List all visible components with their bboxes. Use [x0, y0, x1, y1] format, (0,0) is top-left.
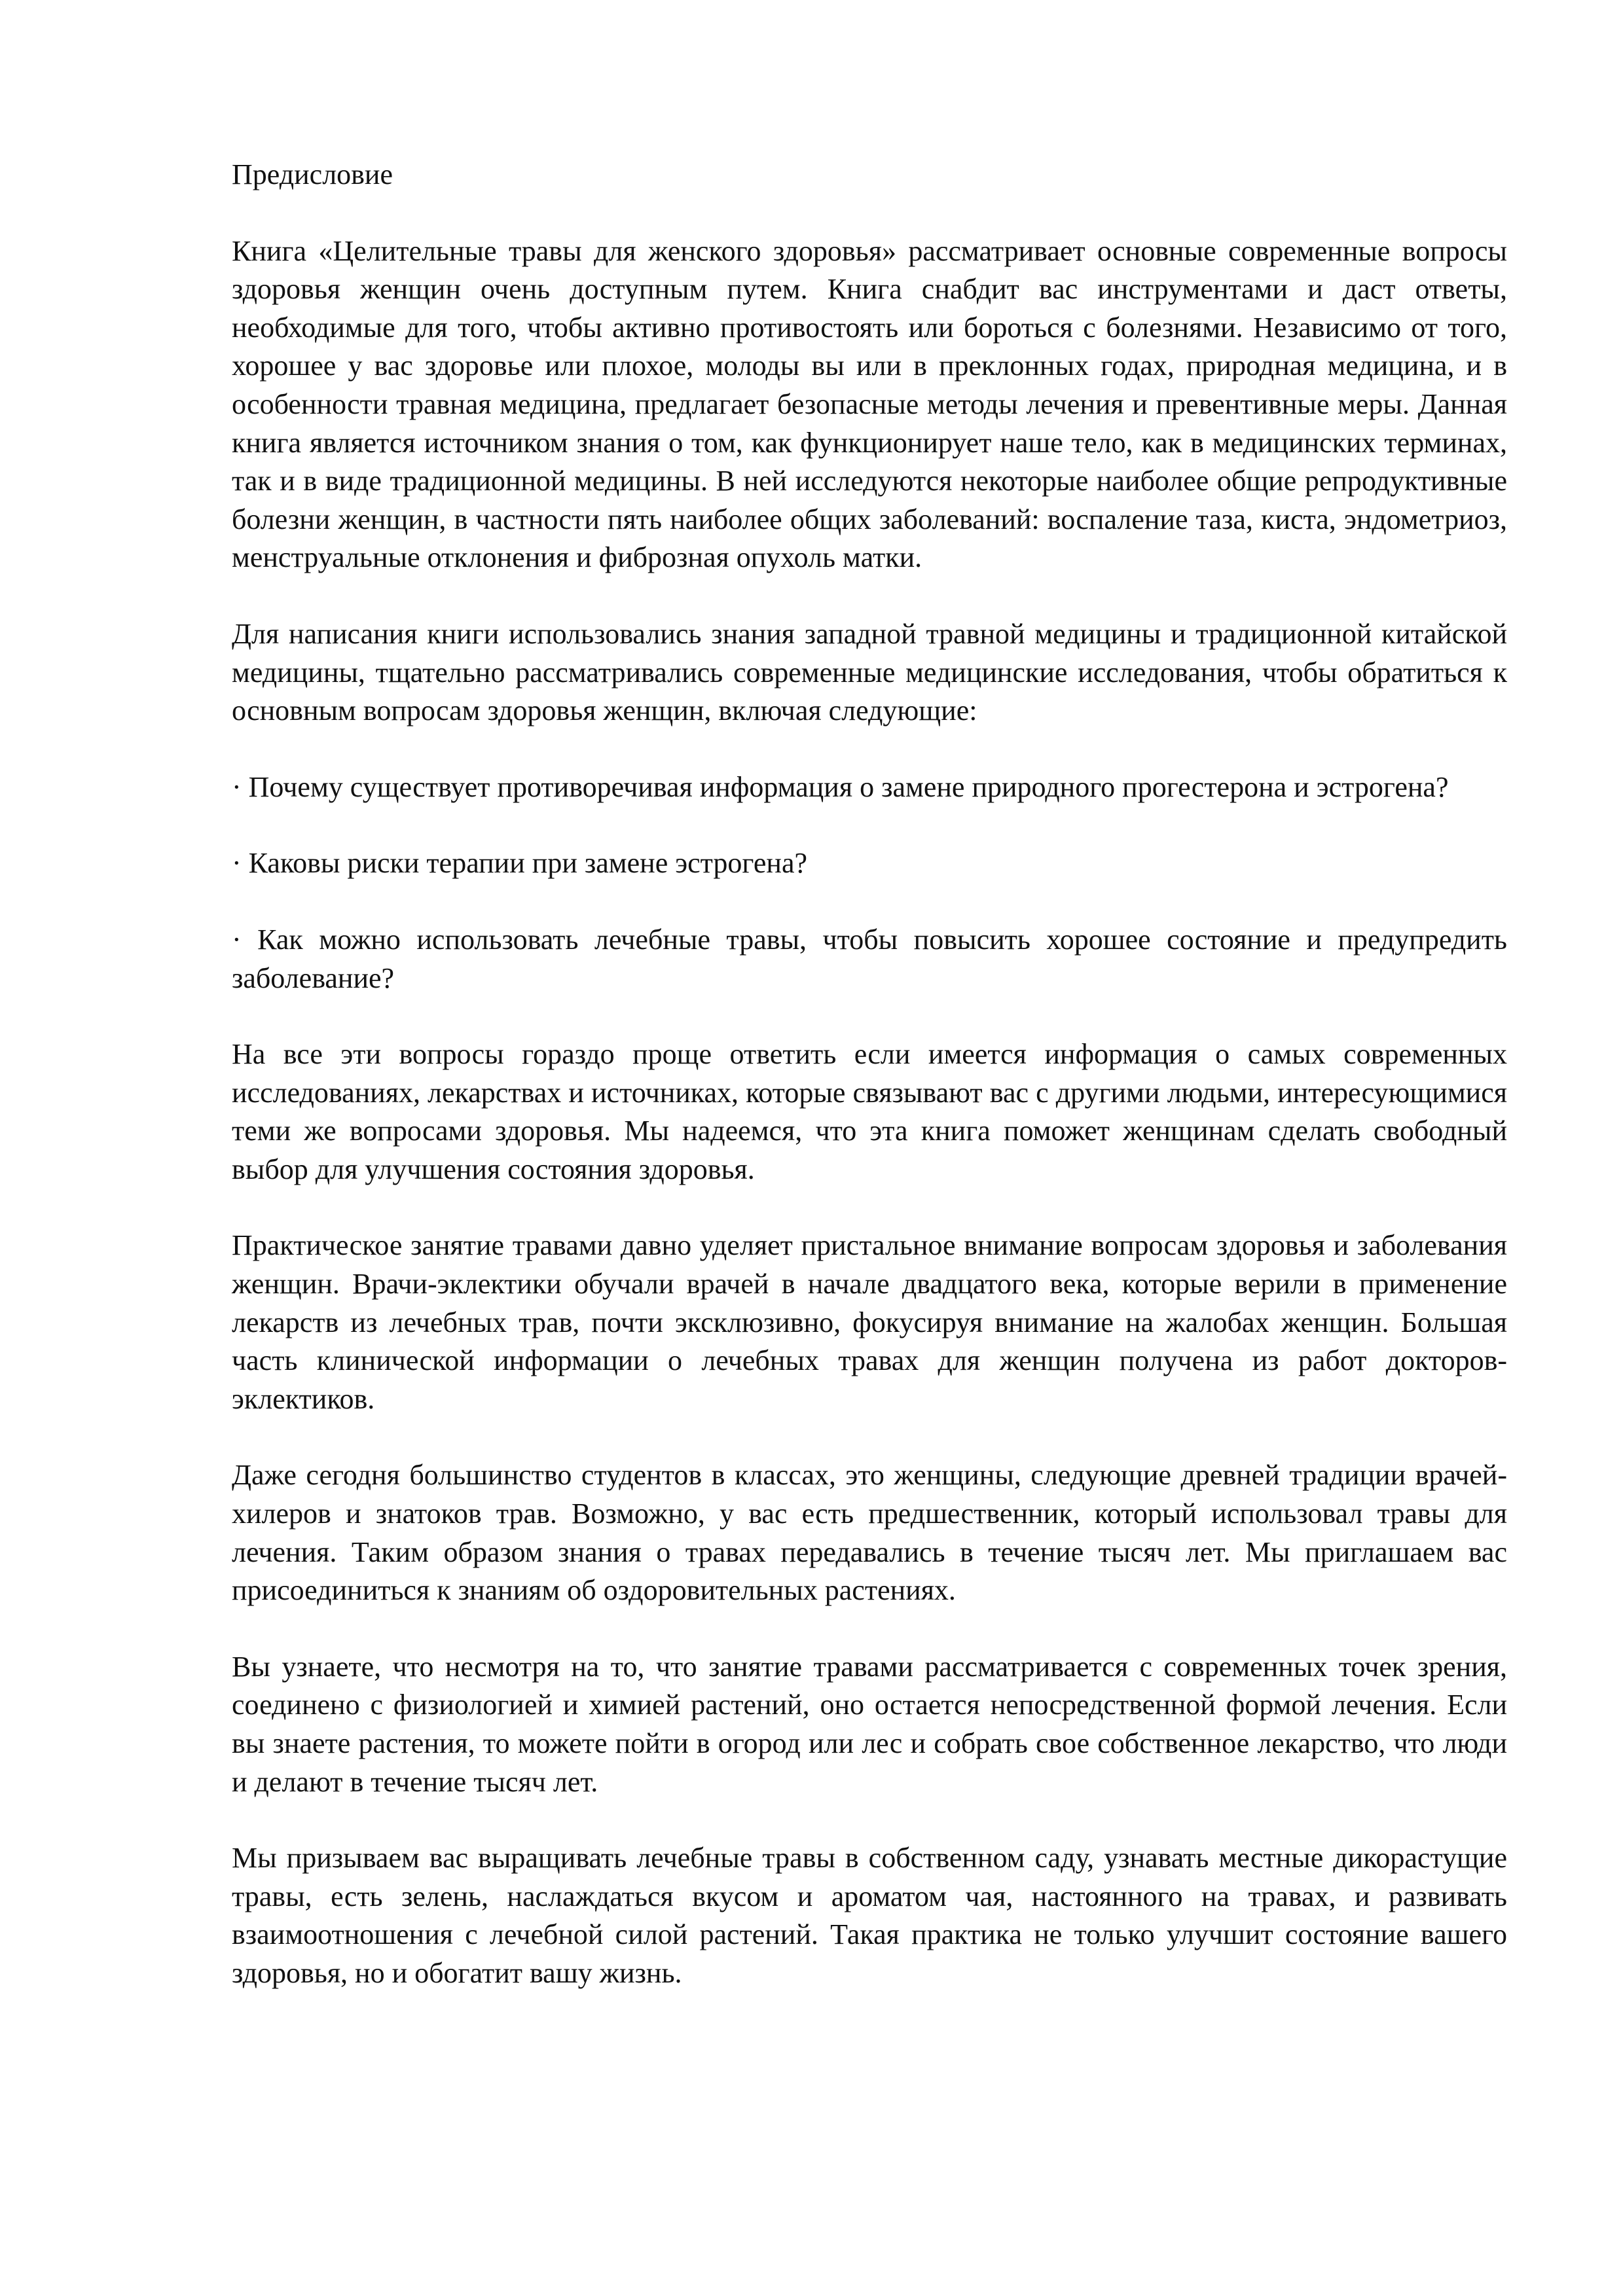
paragraph-sources: Для написания книги использовались знания западной травной медицины и традиционной китайской медицины, тщательно рассматривались современные медицинские исследования, чтобы обратиться к основным вопросам здоровья женщин, включая следующие:: [232, 617, 1507, 727]
paragraph-physiology: Вы узнаете, что несмотря на то, что занятие травами рассматривается с современных точек зрения, соединено с физиологией и химией растений, оно остается непосредственной формой лечения. Если вы знаете растения, то можете пойти в огород или лес и собрать свое собственное лекарство, что люди и делают в течение тысяч лет.: [232, 1650, 1507, 1798]
list-item-question-3: · Как можно использовать лечебные травы, чтобы повысить хорошее состояние и предупредить заболевание?: [232, 923, 1507, 994]
list-item-question-1: · Почему существует противоречивая информация о замене природного прогестерона и эстрогена?: [232, 770, 1449, 803]
paragraph-invitation: Мы призываем вас выращивать лечебные травы в собственном саду, узнавать местные дикорастущие травы, есть зелень, наслаждаться вкусом и ароматом чая, настоянного на травах, и развивать взаимоотношения с лечебной силой растений. Такая практика не только улучшит состояние вашего здоровья, но и обогатит вашу жизнь.: [232, 1842, 1507, 1989]
document-body: [232, 156, 1507, 2031]
paragraph-intro: Книга «Целительные травы для женского здоровья» рассматривает основные современные вопросы здоровья женщин очень доступным путем. Книга снабдит вас инструментами и даст ответы, необходимые для того, чтобы активно противостоять или бороться с болезнями. Независимо от того, хорошее у вас здоровье или плохое, молоды вы или в преклонных годах, природная медицина, и в особенности травная медицина, предлагает безопасные методы лечения и превентивные меры. Данная книга является источником знания о том, как функционирует наше тело, как в медицинских терминах, так и в виде традиционной медицины. В ней исследуются некоторые наиболее общие репродуктивные болезни женщин, в частности пять наиболее общих заболеваний: воспаление таза, киста, эндометриоз, менструальные отклонения и фиброзная опухоль матки.: [232, 234, 1507, 574]
paragraph-answers: На все эти вопросы гораздо проще ответить если имеется информация о самых современных исследованиях, лекарствах и источниках, которые связывают вас с другими людьми, интересующимися теми же вопросами здоровья. Мы надеемся, что эта книга поможет женщинам сделать свободный выбор для улучшения состояния здоровья.: [232, 1038, 1507, 1185]
list-item-question-2: · Каковы риски терапии при замене эстрогена?: [232, 847, 808, 880]
paragraph-tradition: Даже сегодня большинство студентов в классах, это женщины, следующие древней традиции врачей-хилеров и знатоков трав. Возможно, у вас есть предшественник, который использовал травы для лечения. Таким образом знания о травах передавались в течение тысяч лет. Мы приглашаем вас присоединиться к знаниям об оздоровительных растениях.: [232, 1459, 1507, 1607]
paragraph-eclectics: Практическое занятие травами давно уделяет пристальное внимание вопросам здоровья и заболевания женщин. Врачи-эклектики обучали врачей в начале двадцатого века, которые верили в применение лекарств из лечебных трав, почти эксклюзивно, фокусируя внимание на жалобах женщин. Большая часть клинической информации о лечебных травах для женщин получена из работ докторов-эклектиков.: [232, 1229, 1507, 1415]
page-title: Предисловие: [232, 158, 393, 190]
